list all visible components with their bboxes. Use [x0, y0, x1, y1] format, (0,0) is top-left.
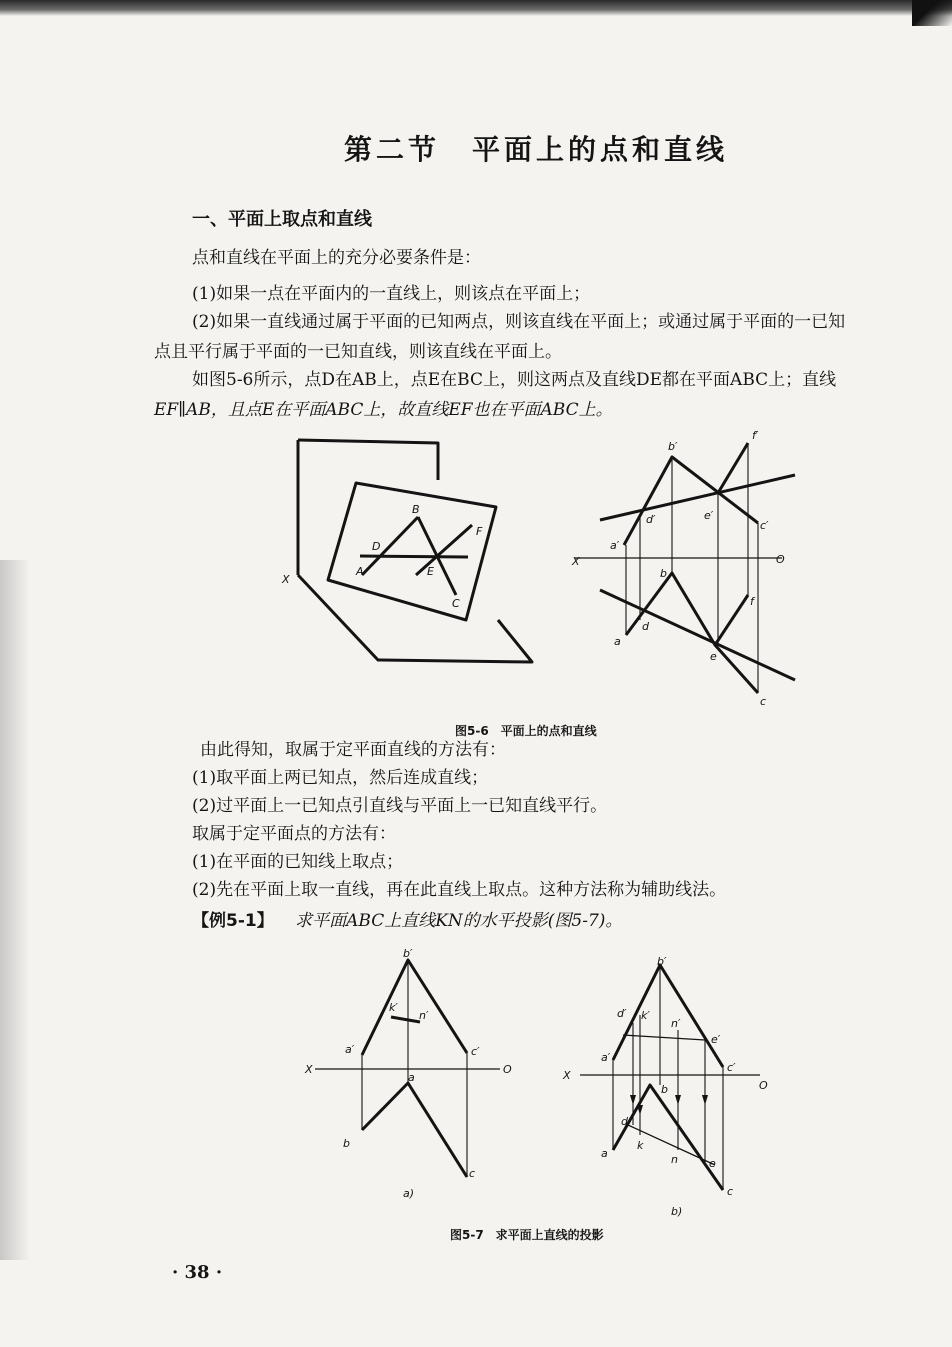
label-f: F [476, 525, 483, 538]
label-c: c [469, 1167, 476, 1180]
label-k-prime: k′ [389, 1001, 398, 1014]
paragraph-line: (1)如果一点在平面内的一直线上，则该点在平面上； [192, 284, 591, 304]
scan-left-shadow [0, 560, 30, 1260]
label-x: X [305, 1063, 313, 1076]
label-b: B [412, 503, 420, 516]
label-a-prime: a′ [345, 1043, 355, 1056]
label-o: O [503, 1063, 512, 1076]
paragraph-line: 如图5-6所示，点D在AB上，点E在BC上，则这两点及直线DE都在平面ABC上；直线 [192, 370, 837, 390]
paragraph-line: (2)如果一直线通过属于平面的已知两点，则该直线在平面上；或通过属于平面的一已知 [192, 312, 846, 332]
label-o: O [776, 553, 785, 566]
label-n-prime: n′ [671, 1017, 681, 1030]
label-b: b [343, 1137, 350, 1150]
label-e: e [710, 650, 717, 663]
label-e: e [709, 1157, 716, 1170]
label-a-prime: a′ [610, 539, 620, 552]
label-x: X [563, 1069, 571, 1082]
page-number: · 38 · [172, 1262, 223, 1283]
paragraph-line: 点和直线在平面上的充分必要条件是： [192, 248, 481, 268]
label-e-prime: e′ [704, 509, 714, 522]
label-f-prime: f′ [752, 429, 759, 442]
label-b-prime: b′ [668, 440, 678, 453]
subfigure-b-label: b) [671, 1205, 683, 1218]
example-tag: 【例5-1】 [192, 911, 274, 931]
label-c: c [727, 1185, 734, 1198]
label-k-prime: k′ [641, 1009, 650, 1022]
label-a-prime: a′ [601, 1051, 611, 1064]
label-a: A [356, 565, 364, 578]
label-a: a [408, 1071, 415, 1084]
paragraph-line: (1)在平面的已知线上取点； [192, 852, 404, 872]
label-n-prime: n′ [419, 1009, 429, 1022]
label-f: f [750, 595, 754, 608]
figure-5-6 [270, 425, 810, 715]
label-a: a [614, 635, 621, 648]
label-b: b [660, 567, 667, 580]
paragraph-line: 点且平行属于平面的一已知直线，则该直线在平面上。 [154, 342, 562, 362]
paragraph-line: EF∥AB，且点E在平面ABC上，故直线EF也在平面ABC上。 [154, 400, 613, 420]
label-x: X [572, 555, 580, 568]
label-c: c [760, 695, 767, 708]
label-b-prime: b′ [657, 955, 667, 968]
paragraph-line: (2)先在平面上取一直线，再在此直线上取点。这种方法称为辅助线法。 [192, 880, 727, 900]
figure-5-7 [295, 945, 785, 1220]
example-question: 求平面ABC上直线KN的水平投影(图5-7)。 [295, 911, 623, 931]
label-e-prime: e′ [711, 1033, 721, 1046]
label-d-prime: d′ [617, 1007, 627, 1020]
horizontal-plane-outline [298, 575, 532, 662]
subfigure-a-label: a) [403, 1187, 415, 1200]
label-o: O [759, 1079, 768, 1092]
paragraph-line: 由此得知，取属于定平面直线的方法有： [200, 740, 506, 760]
paragraph-line: (2)过平面上一已知点引直线与平面上一已知直线平行。 [192, 796, 608, 816]
label-b-prime: b′ [403, 947, 413, 960]
figure-5-7-caption: 图5-7 求平面上直线的投影 [450, 1228, 604, 1242]
label-c-prime: c′ [760, 519, 769, 532]
label-x: X [282, 573, 290, 586]
paragraph-line: 取属于定平面点的方法有： [192, 824, 396, 844]
label-d: D [372, 540, 381, 553]
label-a: a [601, 1147, 608, 1160]
label-k: k [637, 1139, 644, 1152]
label-d: d [642, 620, 649, 633]
scan-top-shadow [0, 0, 952, 16]
label-n: n [671, 1153, 678, 1166]
paragraph-line: (1)取平面上两已知点，然后连成直线； [192, 768, 489, 788]
label-c: C [452, 597, 460, 610]
figure-5-6-caption: 图5-6 平面上的点和直线 [455, 724, 597, 738]
label-e: E [427, 565, 434, 578]
example-5-1 [192, 906, 622, 931]
vertical-plane-outline [298, 440, 438, 480]
label-c-prime: c′ [727, 1061, 736, 1074]
label-d: d [621, 1115, 628, 1128]
subsection-heading: 一、平面上取点和直线 [192, 209, 372, 230]
scan-corner-shadow [912, 0, 952, 26]
label-c-prime: c′ [471, 1045, 480, 1058]
label-b: b [661, 1083, 668, 1096]
label-d-prime: d′ [646, 513, 656, 526]
section-title: 第二节 平面上的点和直线 [343, 133, 728, 166]
